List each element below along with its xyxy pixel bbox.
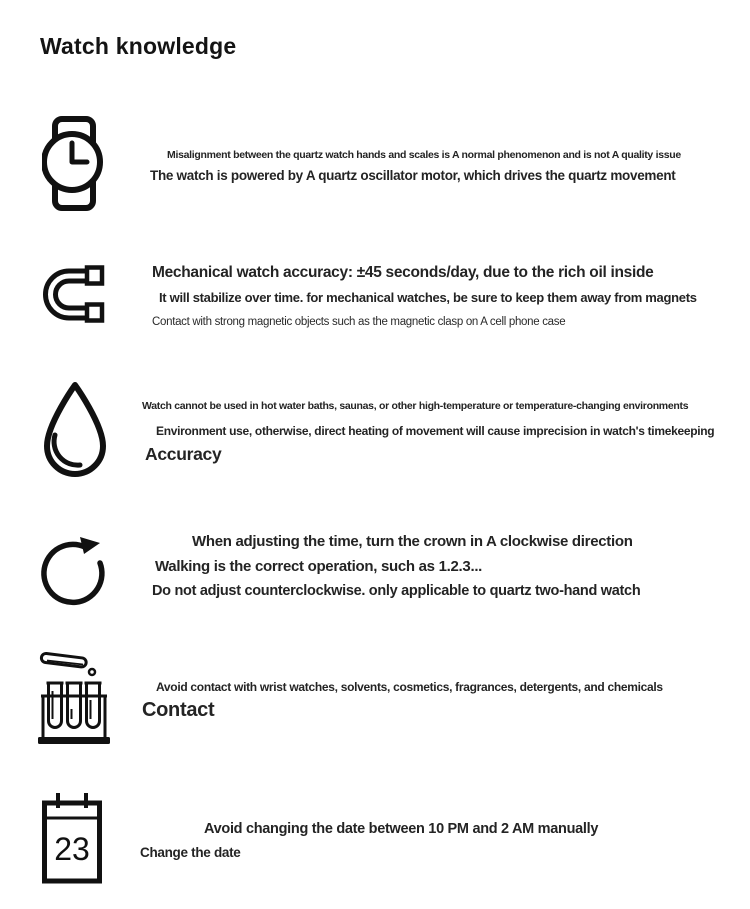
quartz-movement-headline: The watch is powered by A quartz oscillator motor, which drives the quartz movement bbox=[150, 168, 676, 183]
mechanical-accuracy-headline: Mechanical watch accuracy: ±45 seconds/day, due to the rich oil inside bbox=[152, 264, 654, 281]
counterclockwise-warning-line: Do not adjust counterclockwise. only applicable to quartz two-hand watch bbox=[152, 583, 641, 599]
change-the-date-heading: Change the date bbox=[140, 845, 241, 860]
calendar-day-number: 23 bbox=[54, 831, 90, 867]
heating-imprecision-line: Environment use, otherwise, direct heating of movement will cause imprecision in watch's timekeeping bbox=[156, 424, 715, 438]
magnet-warning-line: It will stabilize over time. for mechanical watches, be sure to keep them away from magnets bbox=[159, 290, 697, 305]
quartz-misalignment-note: Misalignment between the quartz watch hands and scales is A normal phenomenon and is not A quality issue bbox=[167, 149, 681, 161]
accuracy-heading: Accuracy bbox=[145, 444, 222, 464]
water-drop-icon bbox=[40, 380, 110, 478]
magnetic-contact-note: Contact with strong magnetic objects such as the magnetic clasp on A cell phone case bbox=[152, 316, 566, 328]
magnet-icon bbox=[42, 265, 106, 323]
chemical-contact-note: Avoid contact with wrist watches, solvents, cosmetics, fragrances, detergents, and chemicals bbox=[156, 680, 663, 694]
date-change-warning-headline: Avoid changing the date between 10 PM and 2 AM manually bbox=[204, 821, 599, 837]
test-tubes-icon bbox=[38, 650, 110, 746]
rotate-clockwise-icon bbox=[40, 524, 108, 612]
wristwatch-icon bbox=[42, 116, 104, 211]
calendar-icon bbox=[41, 791, 103, 885]
walking-operation-line: Walking is the correct operation, such as 1.2.3... bbox=[155, 558, 483, 575]
high-temperature-note: Watch cannot be used in hot water baths, saunas, or other high-temperature or temperature-changing environments bbox=[142, 400, 689, 412]
contact-heading: Contact bbox=[142, 699, 215, 721]
page-title: Watch knowledge bbox=[40, 33, 237, 59]
clockwise-adjustment-headline: When adjusting the time, turn the crown in A clockwise direction bbox=[192, 533, 633, 550]
